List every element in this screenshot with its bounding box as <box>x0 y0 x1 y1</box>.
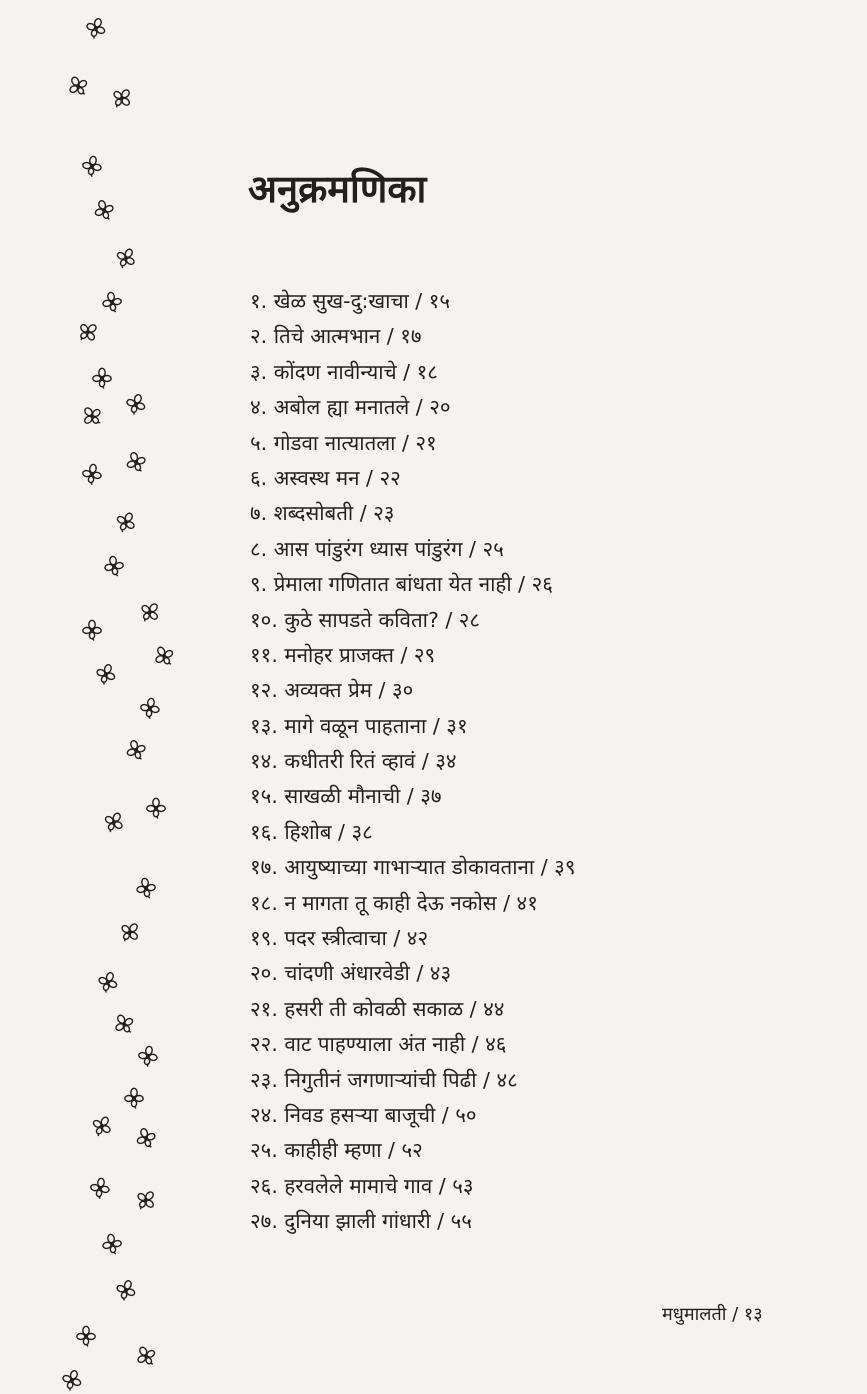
flower-sprig-icon <box>123 1087 145 1109</box>
flower-sprig-icon <box>137 695 162 720</box>
flower-sprig-icon <box>91 367 113 389</box>
flower-sprig-icon <box>77 401 108 432</box>
page-footer: मधुमालती / १३ <box>662 1304 763 1325</box>
toc-entry: २३. निगुतीनं जगणाऱ्यांची पिढी / ४८ <box>250 1067 518 1092</box>
flower-sprig-icon <box>92 660 120 688</box>
flower-sprig-icon <box>145 797 167 819</box>
flower-sprig-icon <box>73 317 104 348</box>
toc-entry: ७. शब्दसोबती / २३ <box>250 501 395 526</box>
toc-entry: ४. अबोल ह्या मनातले / २० <box>250 395 451 420</box>
toc-entry: १२. अव्यक्त प्रेम / ३० <box>250 678 414 703</box>
flower-sprig-icon <box>149 641 179 671</box>
flower-sprig-icon <box>79 153 104 178</box>
flower-sprig-icon <box>122 736 150 764</box>
toc-entry: २६. हरवलेले मामाचे गाव / ५३ <box>250 1173 474 1198</box>
flower-sprig-icon <box>131 1185 162 1216</box>
toc-entry: १६. हिशोब / ३८ <box>250 819 373 844</box>
flower-sprig-icon <box>131 1341 161 1371</box>
toc-entry: १८. न मागता तू काही देऊ नकोस / ४१ <box>250 890 538 915</box>
flower-sprig-icon <box>90 196 118 224</box>
flower-sprig-icon <box>81 619 103 641</box>
flower-sprig-icon <box>99 1231 124 1256</box>
flower-sprig-icon <box>122 390 150 418</box>
flower-sprig-icon <box>122 448 150 476</box>
toc-entry: ६. अस्वस्थ मन / २२ <box>250 465 401 490</box>
toc-entry: १. खेळ सुख-दु:खाचा / १५ <box>250 289 451 313</box>
flower-sprig-icon <box>112 1276 140 1304</box>
toc-entry: २१. हसरी ती कोवळी सकाळ / ४४ <box>250 996 505 1021</box>
flower-sprig-icon <box>87 1111 117 1141</box>
flower-sprig-icon <box>109 1009 139 1039</box>
toc-entry: ८. आस पांडुरंग ध्यास पांडुरंग / २५ <box>250 536 504 561</box>
flower-sprig-icon <box>135 597 166 628</box>
flower-sprig-icon <box>99 289 124 314</box>
toc-entry: २४. निवड हसऱ्या बाजूची / ५० <box>250 1102 477 1127</box>
toc-entry: २. तिचे आत्मभान / १७ <box>250 324 422 349</box>
flower-sprig-icon <box>101 553 126 578</box>
toc-entry: १७. आयुष्याच्या गाभाऱ्यात डोकावताना / ३९ <box>250 855 576 880</box>
toc-entry: ९. प्रेमाला गणितात बांधता येत नाही / २६ <box>250 572 553 597</box>
toc-entry: १३. मागे वळून पाहताना / ३१ <box>250 713 468 738</box>
flower-sprig-icon <box>115 917 146 948</box>
toc-entry: २७. दुनिया झाली गांधारी / ५५ <box>250 1209 472 1234</box>
toc-entry: ३. कोंदण नावीन्याचे / १८ <box>250 359 438 384</box>
flower-sprig-icon <box>87 1175 112 1200</box>
flower-sprig-icon <box>63 71 93 101</box>
flower-sprig-icon <box>99 807 129 837</box>
flower-sprig-icon <box>111 507 141 537</box>
flower-sprig-icon <box>133 875 158 900</box>
flower-sprig-icon <box>135 1043 160 1068</box>
toc-entry: १५. साखळी मौनाची / ३७ <box>250 784 442 809</box>
flower-sprig-icon <box>94 968 122 996</box>
toc-entry: १०. कुठे सापडते कविता? / २८ <box>250 607 481 632</box>
flower-sprig-icon <box>82 14 110 42</box>
toc-entry: १९. पदर स्त्रीत्वाचा / ४२ <box>250 926 429 951</box>
toc-entry: २५. काहीही म्हणा / ५२ <box>250 1138 423 1163</box>
toc-entry: ५. गोडवा नात्यातला / २१ <box>250 430 437 455</box>
toc-entry: ११. मनोहर प्राजक्त / २९ <box>250 642 436 667</box>
toc-entry: २२. वाट पाहण्याला अंत नाही / ४६ <box>250 1032 507 1057</box>
flower-sprig-icon <box>75 1325 97 1347</box>
toc-entry: १४. कधीतरी रितं व्हावं / ३४ <box>250 749 457 774</box>
flower-sprig-icon <box>132 1124 160 1152</box>
flower-sprig-icon <box>111 243 141 273</box>
table-of-contents <box>250 284 575 1240</box>
flower-sprig-icon <box>107 83 138 114</box>
flower-sprig-icon <box>79 461 104 486</box>
page-title: अनुक्रमणिका <box>248 167 427 211</box>
toc-entry: २०. चांदणी अंधारवेडी / ४३ <box>250 961 452 986</box>
